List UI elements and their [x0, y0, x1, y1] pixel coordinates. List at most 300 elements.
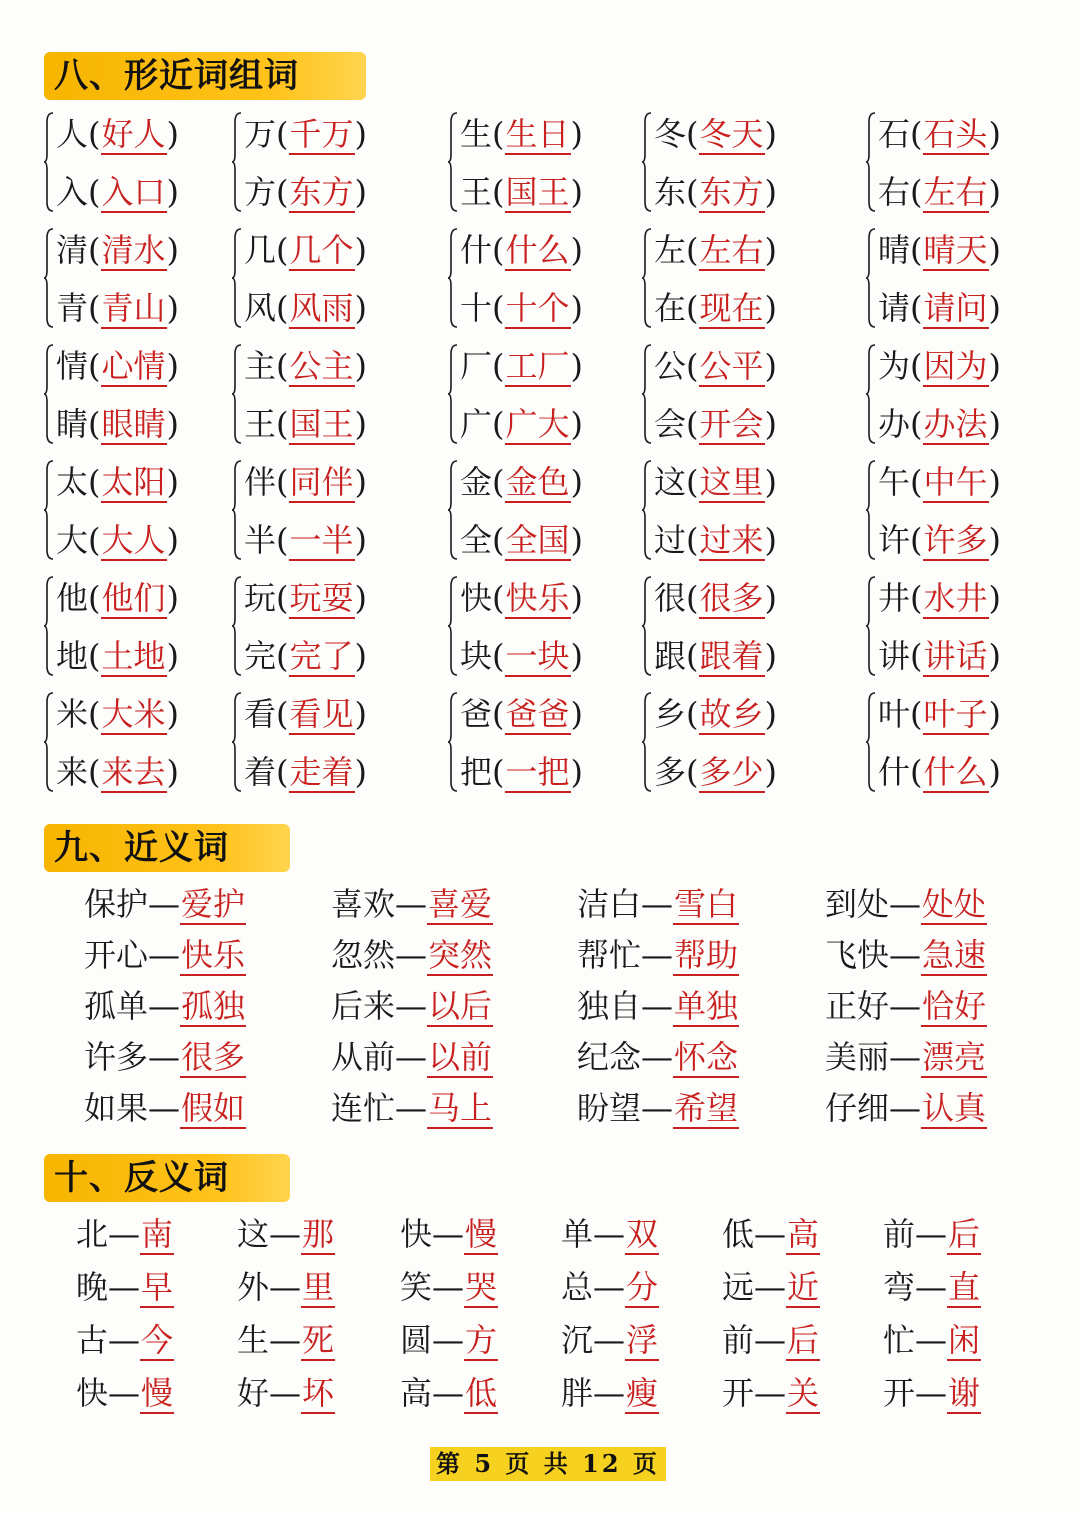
dash: —: [432, 1374, 465, 1412]
close-paren: ): [764, 173, 777, 211]
pair-line: [56, 168, 179, 216]
close-paren: ): [166, 463, 179, 501]
word-answer: 办法: [923, 405, 988, 443]
word: 喜欢: [331, 885, 396, 923]
char: 金: [460, 463, 493, 501]
antonym-item: [722, 1316, 820, 1364]
pair-line: [460, 748, 583, 796]
word: 远: [722, 1268, 755, 1306]
dash: —: [915, 1215, 948, 1253]
close-paren: ): [988, 753, 1001, 791]
word-answer: 十个: [505, 289, 570, 327]
word-answer: 今: [141, 1321, 174, 1359]
pair-line: [654, 690, 777, 738]
word-answer: 过来: [699, 521, 764, 559]
pair-line: [654, 574, 777, 622]
word-answer: 近: [787, 1268, 820, 1306]
antonym-row: [76, 1263, 1056, 1316]
word-answer: 突然: [428, 936, 493, 974]
word-answer: 玩耍: [289, 579, 354, 617]
char: 青: [56, 289, 89, 327]
close-paren: ): [764, 347, 777, 385]
char: 多: [654, 753, 687, 791]
word-answer: 因为: [923, 347, 988, 385]
dash: —: [593, 1321, 626, 1359]
word: 晚: [76, 1268, 109, 1306]
open-paren: (: [276, 579, 289, 617]
close-paren: ): [166, 173, 179, 211]
synonym-item: [84, 1084, 246, 1132]
dash: —: [432, 1268, 465, 1306]
dash: —: [269, 1215, 302, 1253]
close-paren: ): [988, 347, 1001, 385]
dash: —: [269, 1374, 302, 1412]
synonym-item: [84, 982, 246, 1030]
close-paren: ): [988, 115, 1001, 153]
word-answer: 叶子: [923, 695, 988, 733]
pair-line: [56, 748, 179, 796]
word-answer: 看见: [289, 695, 354, 733]
word: 好: [237, 1374, 270, 1412]
pair-line: [56, 342, 179, 390]
char: 睛: [56, 405, 89, 443]
word: 快: [400, 1215, 433, 1253]
pair-row: [44, 572, 1044, 688]
word-answer: 风雨: [289, 289, 354, 327]
char: 主: [244, 347, 277, 385]
word-answer: 后: [948, 1215, 981, 1253]
synonym-row: [84, 1084, 1044, 1135]
close-paren: ): [166, 231, 179, 269]
char: 许: [878, 521, 911, 559]
char: 入: [56, 173, 89, 211]
synonym-item: [825, 1033, 987, 1081]
char: 什: [460, 231, 493, 269]
open-paren: (: [910, 289, 923, 327]
close-paren: ): [166, 289, 179, 327]
word: 低: [722, 1215, 755, 1253]
char: 右: [878, 173, 911, 211]
word-answer: 单独: [674, 987, 739, 1025]
open-paren: (: [276, 231, 289, 269]
open-paren: (: [686, 405, 699, 443]
brace-icon: [232, 460, 242, 560]
char: 过: [654, 521, 687, 559]
char: 生: [460, 115, 493, 153]
word-answer: 那: [302, 1215, 335, 1253]
word-answer: 雪白: [674, 885, 739, 923]
char: 叶: [878, 695, 911, 733]
pair-line: [244, 110, 367, 158]
synonym-item: [825, 982, 987, 1030]
section9-title: 九、近义词: [44, 824, 290, 872]
open-paren: (: [276, 521, 289, 559]
pair-line: [878, 748, 1001, 796]
antonym-item: [400, 1316, 498, 1364]
open-paren: (: [910, 637, 923, 675]
close-paren: ): [988, 695, 1001, 733]
open-paren: (: [910, 115, 923, 153]
open-paren: (: [910, 463, 923, 501]
word-answer: 青山: [101, 289, 166, 327]
char: 晴: [878, 231, 911, 269]
word: 快: [76, 1374, 109, 1412]
brace-icon: [642, 692, 652, 792]
word-answer: 瘦: [626, 1374, 659, 1412]
close-paren: ): [570, 289, 583, 327]
open-paren: (: [492, 753, 505, 791]
word-answer: 东方: [289, 173, 354, 211]
word: 古: [76, 1321, 109, 1359]
word-answer: 什么: [923, 753, 988, 791]
word-answer: 国王: [289, 405, 354, 443]
char: 爸: [460, 695, 493, 733]
word-answer: 关: [787, 1374, 820, 1412]
close-paren: ): [354, 637, 367, 675]
pair-line: [460, 342, 583, 390]
open-paren: (: [492, 347, 505, 385]
word-answer: 心情: [101, 347, 166, 385]
brace-icon: [642, 460, 652, 560]
word-answer: 公主: [289, 347, 354, 385]
close-paren: ): [166, 521, 179, 559]
synonym-item: [84, 880, 246, 928]
synonyms-grid: [84, 880, 1044, 1135]
word-answer: 全国: [505, 521, 570, 559]
dash: —: [889, 1089, 922, 1127]
close-paren: ): [166, 405, 179, 443]
brace-icon: [44, 344, 54, 444]
word-answer: 跟着: [699, 637, 764, 675]
dash: —: [395, 936, 428, 974]
brace-icon: [642, 576, 652, 676]
dash: —: [432, 1215, 465, 1253]
close-paren: ): [764, 115, 777, 153]
antonym-item: [722, 1210, 820, 1258]
close-paren: ): [354, 289, 367, 327]
open-paren: (: [910, 347, 923, 385]
pair-line: [878, 110, 1001, 158]
char: 风: [244, 289, 277, 327]
dash: —: [148, 936, 181, 974]
close-paren: ): [354, 579, 367, 617]
close-paren: ): [764, 521, 777, 559]
char: 清: [56, 231, 89, 269]
open-paren: (: [276, 463, 289, 501]
word: 保护: [84, 885, 149, 923]
word: 外: [237, 1268, 270, 1306]
close-paren: ): [354, 347, 367, 385]
word-answer: 恰好: [922, 987, 987, 1025]
pair-line: [56, 574, 179, 622]
brace-icon: [866, 576, 876, 676]
open-paren: (: [686, 289, 699, 327]
close-paren: ): [570, 347, 583, 385]
char: 为: [878, 347, 911, 385]
dash: —: [395, 885, 428, 923]
pair-line: [460, 574, 583, 622]
word-answer: 走着: [289, 753, 354, 791]
brace-icon: [866, 692, 876, 792]
antonym-row: [76, 1210, 1056, 1263]
antonym-row: [76, 1316, 1056, 1369]
word-answer: 讲话: [923, 637, 988, 675]
word-answer: 后: [787, 1321, 820, 1359]
word-answer: 生日: [505, 115, 570, 153]
word: 沉: [561, 1321, 594, 1359]
open-paren: (: [88, 637, 101, 675]
pair-line: [878, 342, 1001, 390]
pair-line: [878, 226, 1001, 274]
antonym-item: [883, 1263, 981, 1311]
pair-line: [460, 168, 583, 216]
brace-icon: [866, 460, 876, 560]
pair-line: [878, 400, 1001, 448]
dash: —: [641, 885, 674, 923]
word-answer: 土地: [101, 637, 166, 675]
open-paren: (: [276, 347, 289, 385]
open-paren: (: [686, 231, 699, 269]
open-paren: (: [910, 579, 923, 617]
word-answer: 里: [302, 1268, 335, 1306]
pair-line: [56, 110, 179, 158]
pair-line: [56, 400, 179, 448]
pair-line: [56, 690, 179, 738]
char: 几: [244, 231, 277, 269]
synonym-item: [577, 880, 739, 928]
word-answer: 早: [141, 1268, 174, 1306]
antonym-item: [883, 1316, 981, 1364]
pair-line: [244, 226, 367, 274]
char: 全: [460, 521, 493, 559]
antonym-item: [400, 1369, 498, 1417]
antonym-item: [76, 1316, 174, 1364]
dash: —: [889, 936, 922, 974]
synonym-item: [825, 880, 987, 928]
open-paren: (: [276, 695, 289, 733]
pair-line: [654, 168, 777, 216]
word-answer: 左右: [923, 173, 988, 211]
open-paren: (: [686, 579, 699, 617]
close-paren: ): [354, 173, 367, 211]
synonym-item: [331, 880, 493, 928]
pair-line: [244, 284, 367, 332]
antonym-item: [237, 1369, 335, 1417]
open-paren: (: [686, 637, 699, 675]
antonym-item: [76, 1263, 174, 1311]
similar-chars-grid: [44, 108, 1044, 804]
word: 美丽: [825, 1038, 890, 1076]
antonym-item: [400, 1263, 498, 1311]
word-answer: 一半: [289, 521, 354, 559]
dash: —: [641, 1089, 674, 1127]
word-answer: 入口: [101, 173, 166, 211]
dash: —: [108, 1268, 141, 1306]
close-paren: ): [764, 405, 777, 443]
dash: —: [641, 987, 674, 1025]
open-paren: (: [686, 753, 699, 791]
char: 东: [654, 173, 687, 211]
word: 连忙: [331, 1089, 396, 1127]
char: 太: [56, 463, 89, 501]
word-answer: 东方: [699, 173, 764, 211]
word-answer: 很多: [699, 579, 764, 617]
char: 跟: [654, 637, 687, 675]
synonym-item: [84, 1033, 246, 1081]
word-answer: 太阳: [101, 463, 166, 501]
close-paren: ): [166, 115, 179, 153]
synonym-row: [84, 880, 1044, 931]
pair-line: [244, 516, 367, 564]
brace-icon: [448, 692, 458, 792]
dash: —: [148, 885, 181, 923]
word-answer: 国王: [505, 173, 570, 211]
close-paren: ): [988, 637, 1001, 675]
open-paren: (: [910, 231, 923, 269]
open-paren: (: [910, 405, 923, 443]
dash: —: [269, 1268, 302, 1306]
char: 伴: [244, 463, 277, 501]
word: 仔细: [825, 1089, 890, 1127]
char: 午: [878, 463, 911, 501]
close-paren: ): [988, 289, 1001, 327]
pair-line: [244, 574, 367, 622]
brace-icon: [866, 344, 876, 444]
synonym-item: [577, 931, 739, 979]
pair-line: [56, 284, 179, 332]
char: 冬: [654, 115, 687, 153]
dash: —: [754, 1268, 787, 1306]
pair-line: [460, 110, 583, 158]
pair-row: [44, 456, 1044, 572]
dash: —: [915, 1374, 948, 1412]
word: 许多: [84, 1038, 149, 1076]
char: 办: [878, 405, 911, 443]
dash: —: [889, 885, 922, 923]
word-answer: 水井: [923, 579, 988, 617]
word-answer: 一把: [505, 753, 570, 791]
brace-icon: [642, 112, 652, 212]
close-paren: ): [764, 289, 777, 327]
word-answer: 来去: [101, 753, 166, 791]
antonym-item: [237, 1263, 335, 1311]
brace-icon: [44, 692, 54, 792]
close-paren: ): [354, 695, 367, 733]
open-paren: (: [492, 231, 505, 269]
close-paren: ): [988, 231, 1001, 269]
pair-line: [56, 632, 179, 680]
open-paren: (: [88, 695, 101, 733]
antonym-row: [76, 1369, 1056, 1422]
word-answer: 高: [787, 1215, 820, 1253]
word-answer: 什么: [505, 231, 570, 269]
dash: —: [754, 1215, 787, 1253]
open-paren: (: [276, 173, 289, 211]
dash: —: [148, 987, 181, 1025]
open-paren: (: [88, 231, 101, 269]
dash: —: [641, 936, 674, 974]
open-paren: (: [88, 347, 101, 385]
word-answer: 浮: [626, 1321, 659, 1359]
synonym-row: [84, 982, 1044, 1033]
brace-icon: [448, 112, 458, 212]
word-answer: 多少: [699, 753, 764, 791]
word: 独自: [577, 987, 642, 1025]
open-paren: (: [686, 521, 699, 559]
open-paren: (: [910, 173, 923, 211]
antonym-item: [561, 1316, 659, 1364]
open-paren: (: [276, 637, 289, 675]
word-answer: 完了: [289, 637, 354, 675]
word-answer: 认真: [922, 1089, 987, 1127]
synonym-item: [84, 931, 246, 979]
word-answer: 死: [302, 1321, 335, 1359]
char: 方: [244, 173, 277, 211]
pair-line: [244, 690, 367, 738]
pair-line: [654, 226, 777, 274]
dash: —: [915, 1321, 948, 1359]
open-paren: (: [910, 753, 923, 791]
close-paren: ): [988, 463, 1001, 501]
close-paren: ): [764, 579, 777, 617]
word: 忽然: [331, 936, 396, 974]
char: 在: [654, 289, 687, 327]
open-paren: (: [492, 405, 505, 443]
open-paren: (: [88, 753, 101, 791]
synonym-item: [331, 1033, 493, 1081]
open-paren: (: [88, 289, 101, 327]
char: 块: [460, 637, 493, 675]
pair-line: [460, 284, 583, 332]
char: 讲: [878, 637, 911, 675]
synonym-item: [331, 1084, 493, 1132]
dash: —: [395, 1089, 428, 1127]
word: 开心: [84, 936, 149, 974]
close-paren: ): [570, 579, 583, 617]
synonym-item: [825, 931, 987, 979]
brace-icon: [232, 112, 242, 212]
close-paren: ): [764, 753, 777, 791]
close-paren: ): [166, 695, 179, 733]
word-answer: 假如: [181, 1089, 246, 1127]
open-paren: (: [88, 579, 101, 617]
close-paren: ): [764, 463, 777, 501]
synonym-item: [825, 1084, 987, 1132]
char: 广: [460, 405, 493, 443]
close-paren: ): [764, 231, 777, 269]
char: 把: [460, 753, 493, 791]
open-paren: (: [686, 463, 699, 501]
pair-line: [56, 458, 179, 506]
word: 前: [722, 1321, 755, 1359]
char: 王: [460, 173, 493, 211]
pair-line: [878, 284, 1001, 332]
dash: —: [915, 1268, 948, 1306]
antonym-item: [237, 1316, 335, 1364]
open-paren: (: [686, 347, 699, 385]
pair-line: [244, 168, 367, 216]
open-paren: (: [492, 463, 505, 501]
pair-line: [878, 168, 1001, 216]
word-answer: 石头: [923, 115, 988, 153]
dash: —: [108, 1321, 141, 1359]
synonym-item: [577, 1033, 739, 1081]
dash: —: [889, 1038, 922, 1076]
close-paren: ): [988, 521, 1001, 559]
brace-icon: [44, 576, 54, 676]
word-answer: 快乐: [505, 579, 570, 617]
word: 帮忙: [577, 936, 642, 974]
